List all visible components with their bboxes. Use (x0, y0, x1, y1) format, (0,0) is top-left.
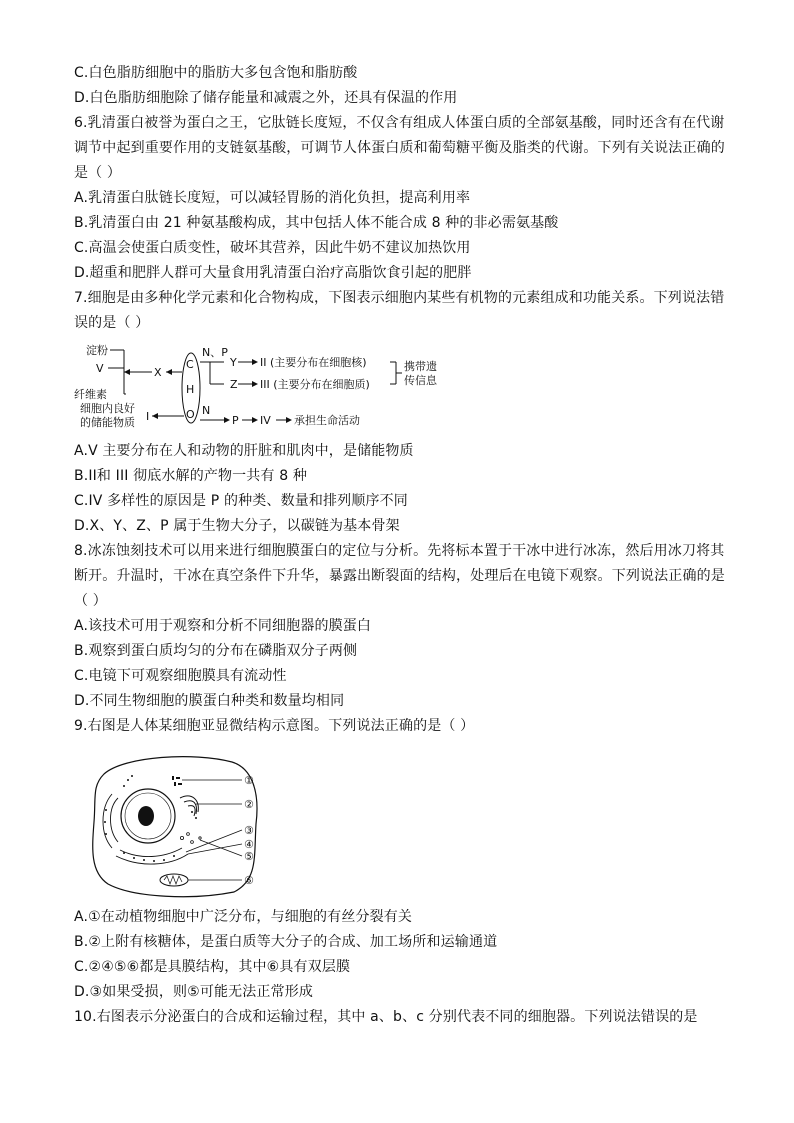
label-storage-2: 的储能物质 (80, 416, 135, 429)
q9-cell-diagram (84, 752, 284, 904)
q10-stem: 10.右图表示分泌蛋白的合成和运输过程，其中 a、b、c 分别代表不同的细胞器。下列说法错误的是 (74, 1009, 698, 1025)
label-y: Y (230, 356, 237, 369)
label-starch: 淀粉 (86, 344, 108, 357)
cell-label-1: ① (244, 774, 254, 787)
label-carry-1: 携带遗 (404, 360, 437, 373)
label-storage-1: 细胞内良好 (80, 402, 135, 415)
q8-option-b: B.观察到蛋白质均匀的分布在磷脂双分子两侧 (74, 643, 358, 659)
q6-stem-line-3: 是（ ） (74, 165, 122, 181)
label-n: N (202, 404, 211, 417)
label-p: P (232, 414, 239, 427)
q6-option-c: C.高温会使蛋白质变性，破坏其营养，因此牛奶不建议加热饮用 (74, 240, 471, 256)
label-iii: III (主要分布在细胞质) (260, 378, 370, 391)
q6-stem-line-1: 6.乳清蛋白被誉为蛋白之王，它肽链长度短，不仅含有组成人体蛋白质的全部氨基酸，同时还含有在代谢 (74, 115, 725, 131)
q7-option-d: D.X、Y、Z、P 属于生物大分子，以碳链为基本骨架 (74, 518, 400, 534)
q9-stem: 9.右图是人体某细胞亚显微结构示意图。下列说法正确的是（ ） (74, 718, 475, 734)
label-np: N、P (202, 346, 228, 359)
cell-label-2: ② (244, 798, 254, 811)
q8-option-a: A.该技术可用于观察和分析不同细胞器的膜蛋白 (74, 618, 372, 634)
label-c: C (186, 358, 194, 371)
label-ii: II (主要分布在细胞核) (260, 356, 367, 369)
label-iv: IV (260, 414, 271, 427)
label-z: Z (230, 378, 238, 391)
cell-label-6: ⑥ (244, 874, 254, 887)
cell-label-5: ⑤ (244, 850, 254, 863)
q9-option-a: A.①在动植物细胞中广泛分布，与细胞的有丝分裂有关 (74, 909, 413, 925)
label-cellulose: 纤维素 (74, 388, 107, 401)
q6-option-a: A.乳清蛋白肽链长度短，可以减轻胃肠的消化负担，提高利用率 (74, 190, 471, 206)
q6-option-b: B.乳清蛋白由 21 种氨基酸构成，其中包括人体不能合成 8 种的非必需氨基酸 (74, 215, 559, 231)
q5-option-d: D.白色脂肪细胞除了储存能量和减震之外，还具有保温的作用 (74, 90, 458, 106)
q8-stem-line-2: 断开。升温时，干冰在真空条件下升华，暴露出断裂面的结构，处理后在电镜下观察。下列说法正确的是 (74, 568, 725, 584)
label-o: O (186, 408, 195, 421)
q7-option-a: A.V 主要分布在人和动物的肝脏和肌肉中，是储能物质 (74, 443, 414, 459)
q6-stem-line-2: 调节中起到重要作用的支链氨基酸，可调节人体蛋白质和葡萄糖平衡及脂类的代谢。下列有关说法正确的 (74, 140, 725, 156)
cell-label-3: ③ (244, 824, 254, 837)
q7-stem-line-2: 误的是（ ） (74, 315, 150, 331)
q6-option-d: D.超重和肥胖人群可大量食用乳清蛋白治疗高脂饮食引起的肥胖 (74, 265, 472, 281)
q8-stem-line-3: （ ） (74, 593, 107, 609)
q7-element-diagram (74, 338, 454, 434)
label-life: 承担生命活动 (294, 414, 360, 427)
label-carry-2: 传信息 (404, 374, 437, 387)
label-i: I (146, 410, 150, 423)
q8-stem-line-1: 8.冰冻蚀刻技术可以用来进行细胞膜蛋白的定位与分析。先将标本置于干冰中进行冰冻，然后用冰刀将其 (74, 543, 725, 559)
q7-option-c: C.IV 多样性的原因是 P 的种类、数量和排列顺序不同 (74, 493, 408, 509)
q7-stem-line-1: 7.细胞是由多种化学元素和化合物构成，下图表示细胞内某些有机物的元素组成和功能关系。下列说法错 (74, 290, 725, 306)
label-h: H (186, 383, 195, 396)
q9-option-b: B.②上附有核糖体，是蛋白质等大分子的合成、加工场所和运输通道 (74, 934, 498, 950)
label-v: V (96, 362, 104, 375)
q9-option-c: C.②④⑤⑥都是具膜结构，其中⑥具有双层膜 (74, 959, 351, 975)
q8-option-d: D.不同生物细胞的膜蛋白种类和数量均相同 (74, 693, 345, 709)
q8-option-c: C.电镜下可观察细胞膜具有流动性 (74, 668, 287, 684)
cell-label-4: ④ (244, 838, 254, 851)
q7-option-b: B.II和 III 彻底水解的产物一共有 8 种 (74, 468, 308, 484)
q5-option-c: C.白色脂肪细胞中的脂肪大多包含饱和脂肪酸 (74, 65, 358, 81)
label-x: X (154, 366, 162, 379)
q9-option-d: D.③如果受损，则⑤可能无法正常形成 (74, 984, 314, 1000)
